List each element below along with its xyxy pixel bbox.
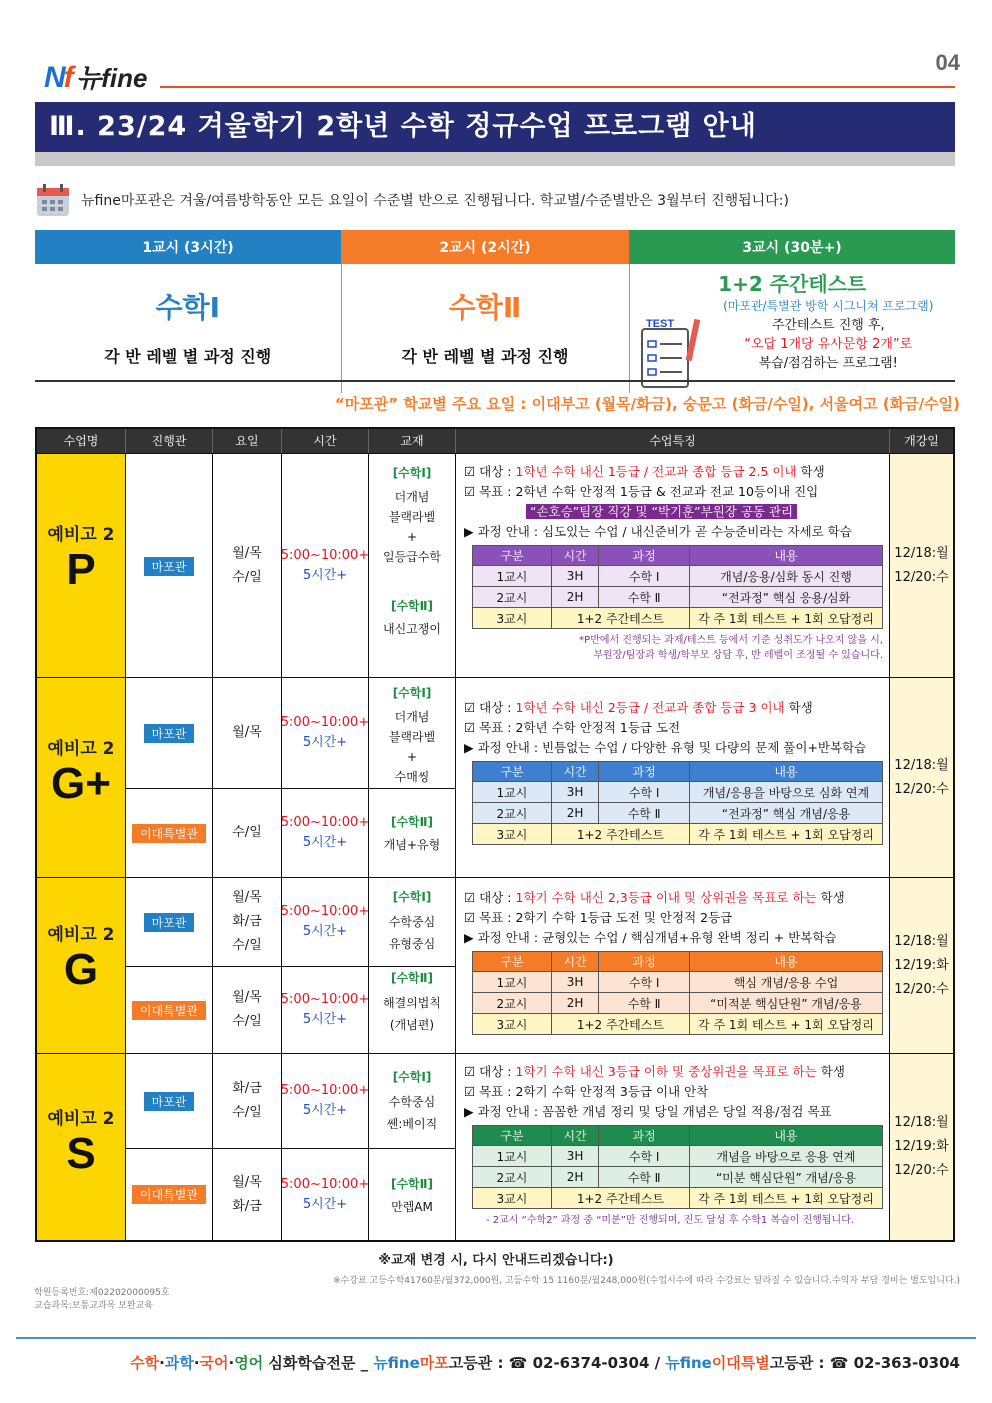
mini-header: 시간 [551, 952, 598, 972]
period-table [35, 230, 955, 393]
class-day: 월/목 [232, 990, 262, 1005]
target-label: ☑ 대상 : [464, 464, 516, 479]
class-time: 5:00~10:00+ [280, 1176, 370, 1192]
textbook-item: 만렙AM [391, 1200, 433, 1214]
class-day: 수/일 [232, 1105, 262, 1120]
footer-brand: 뉴fine [373, 1354, 420, 1372]
open-date: 12/18:월 [894, 1115, 949, 1130]
class-day: 화/금 [232, 914, 262, 929]
footer-branch: 마포 [419, 1354, 449, 1372]
mini-header: 구분 [473, 1126, 552, 1146]
schedule-cell: 1+2 주간테스트 [551, 608, 689, 629]
brand-name: 뉴fine [76, 63, 148, 93]
header-open-date: 개강일 [904, 434, 939, 448]
open-date: 12/20:수 [894, 981, 949, 997]
textbook-item: 더개념 [394, 490, 430, 504]
schedule-cell: 핵심 개념/응용 수업 [689, 972, 882, 993]
textbook-tag-1: [수학Ⅰ] [392, 466, 432, 480]
header-class-name: 수업명 [37, 429, 126, 453]
textbook-item: 유형중심 [388, 937, 436, 951]
target-text: 1학기 수학 내신 3등급 이하 및 중상위권을 목표로 하는 [515, 1064, 817, 1079]
textbook-item: 내신고쟁이 [383, 622, 441, 636]
schedule-cell: 2교시 [473, 803, 552, 824]
course-text: ▶ 과정 안내 : 균형있는 수업 / 핵심개념+유형 완벽 정리 + 반복학습 [464, 930, 837, 945]
schedule-row [473, 1014, 883, 1035]
goal-text: ☑ 목표 : 2학년 수학 안정적 1등급 도전 [464, 720, 681, 735]
mini-header: 과정 [599, 952, 690, 972]
mini-header: 내용 [689, 546, 882, 566]
schedule-cell: 3H [551, 782, 598, 803]
class-day: 월/목 [232, 546, 262, 561]
open-date: 12/18:월 [894, 757, 949, 773]
schedule-table [35, 427, 955, 1242]
features-cell [456, 878, 890, 1053]
textbook-tag-1: [수학Ⅰ] [392, 890, 432, 904]
schedule-cell: 수학 Ⅱ [599, 587, 690, 608]
hall-tag: 이대특별관 [132, 1185, 206, 1204]
textbook-item: 수학중심 [388, 915, 436, 929]
textbook-item: 수매씽 [394, 770, 430, 784]
open-date-cell [890, 1054, 953, 1240]
schedule-cell: 2교시 [473, 1167, 552, 1188]
schedule-cell: 개념을 바탕으로 응용 연계 [689, 1146, 882, 1167]
period-2-cell [341, 264, 629, 393]
textbook-tag-1: [수학Ⅰ] [392, 686, 432, 700]
footer-phone: 고등관 : ☎ 02-6374-0304 / [448, 1354, 666, 1372]
class-day: 수/일 [232, 825, 262, 840]
textbook-cell [369, 454, 456, 677]
mini-header: 시간 [551, 1126, 598, 1146]
footer-subject: 영어 [234, 1354, 264, 1372]
schedule-cell: 수학 Ⅰ [599, 782, 690, 803]
schedule-row [473, 803, 883, 824]
test-icon-label: TEST [645, 318, 674, 330]
period-schedule [472, 1125, 883, 1209]
registration-note [34, 1287, 170, 1313]
target-suffix: 학생 [784, 700, 813, 715]
textbook-item: 블랙라벨 [388, 510, 436, 524]
schedule-cell: 개념/응용을 바탕으로 심화 연계 [689, 782, 882, 803]
mini-header: 시간 [551, 546, 598, 566]
target-suffix: 학생 [816, 890, 845, 905]
schedule-cell: 3H [551, 972, 598, 993]
class-day: 화/금 [232, 1198, 262, 1214]
class-day: 수/일 [232, 570, 262, 585]
schedule-cell: 2H [551, 1167, 598, 1188]
schedule-row [473, 1146, 883, 1167]
schedule-row [473, 1188, 883, 1209]
class-block-p [37, 453, 953, 677]
class-level: 예비고 2 [47, 525, 115, 545]
hall-tag: 마포관 [144, 1092, 195, 1111]
features-cell [456, 1054, 890, 1240]
open-date: 12/20:수 [894, 1163, 949, 1178]
textbook-item: 수학중심 [388, 1095, 436, 1109]
header-hall: 진행관 [126, 429, 213, 453]
class-code: S [66, 1129, 96, 1178]
class-block-s [37, 1053, 953, 1240]
textbook-item: 블랙라벨 [388, 730, 436, 744]
class-time: 5:00~10:00+ [280, 715, 370, 730]
textbook-tag-2: [수학Ⅱ] [390, 1177, 434, 1191]
course-text: ▶ 과정 안내 : 심도있는 수업 / 내신준비가 곧 수능준비라는 자세로 학습 [464, 524, 852, 539]
features-cell [456, 454, 890, 677]
schedule-cell: 2H [551, 993, 598, 1014]
textbook-item: 해결의법칙 [383, 996, 441, 1010]
textbook-cell [369, 1054, 456, 1240]
hall-tag: 마포관 [144, 913, 195, 932]
schedule-cell: 3교시 [473, 824, 552, 845]
period-1-desc: 각 반 레벨 별 과정 진행 [104, 347, 272, 366]
mini-header: 과정 [599, 546, 690, 566]
open-date: 12/19:화 [894, 957, 949, 973]
schedule-cell: 각 주 1회 테스트 + 1회 오답정리 [689, 1014, 882, 1035]
page-number: 04 [935, 50, 960, 75]
hall-tag: 마포관 [144, 557, 195, 576]
header-textbook: 교재 [369, 429, 456, 453]
textbook-tag-2: [수학Ⅱ] [390, 971, 434, 985]
schedule-cell: 수학 Ⅰ [599, 1146, 690, 1167]
footer-brand: 뉴fine [665, 1354, 712, 1372]
class-code: G [63, 945, 99, 994]
schedule-cell: 각 주 1회 테스트 + 1회 오답정리 [689, 608, 882, 629]
schedule-cell: “미적분 핵심단원” 개념/응용 [689, 993, 882, 1014]
textbook-tag-1: [수학Ⅰ] [392, 1070, 432, 1084]
schedule-cell: 1교시 [473, 566, 552, 587]
schedule-cell: 2교시 [473, 587, 552, 608]
brand-logo: Nf 뉴fine [44, 61, 148, 94]
schedule-cell: 3교시 [473, 1188, 552, 1209]
class-code: G+ [51, 759, 111, 808]
textbook-item: 개념+유형 [383, 838, 441, 852]
mini-header: 구분 [473, 952, 552, 972]
schedule-cell: 2H [551, 803, 598, 824]
class-time: 5:00~10:00+ [280, 992, 370, 1007]
open-date-cell [890, 878, 953, 1053]
footer-branch: 이대특별 [711, 1354, 770, 1372]
schedule-cell: 3H [551, 566, 598, 587]
class-note: *P반에서 진행되는 과제/테스트 등에서 기준 성취도가 나오지 않을 시, 부원장/팀장과 학생/학부모 상담 후, 반 레벨이 조정될 수 있습니다. [579, 635, 883, 661]
schedule-cell: 1교시 [473, 1146, 552, 1167]
class-name-cell [37, 1054, 126, 1240]
period-1-subject: 수학Ⅰ [155, 291, 220, 324]
mini-header: 내용 [689, 762, 882, 782]
mini-header: 내용 [689, 952, 882, 972]
class-hours: 5시간+ [302, 735, 348, 750]
class-hours: 5시간+ [302, 568, 348, 583]
period-3-line1: 주간테스트 진행 후, [771, 318, 885, 333]
class-name-cell [37, 878, 126, 1053]
class-day: 월/목 [232, 890, 262, 905]
class-day: 월/목 [232, 1174, 262, 1190]
period-table-bottom-rule [35, 380, 955, 382]
footer-divider [16, 1337, 976, 1339]
class-hours: 5시간+ [302, 924, 348, 939]
schedule-cell: 각 주 1회 테스트 + 1회 오답정리 [689, 824, 882, 845]
footer-subject: 국어 [199, 1354, 229, 1372]
class-time: 5:00~10:00+ [280, 904, 370, 919]
header-divider [160, 86, 955, 88]
schedule-cell: 2교시 [473, 993, 552, 1014]
schedule-cell: 수학 Ⅰ [599, 972, 690, 993]
textbook-tag-2: [수학Ⅱ] [390, 599, 434, 613]
class-level: 예비고 2 [47, 1109, 115, 1129]
features-cell [456, 678, 890, 877]
course-text: ▶ 과정 안내 : 빈틈없는 수업 / 다양한 유형 및 다량의 문제 풀이+반복학습 [464, 740, 867, 755]
class-code: P [66, 545, 96, 594]
schedule-row [473, 1167, 883, 1188]
period-1-cell [35, 264, 341, 393]
mini-header: 구분 [473, 546, 552, 566]
goal-text: ☑ 목표 : 2학기 수학 안정적 3등급 이내 안착 [464, 1084, 709, 1099]
page-title: Ⅲ. 23/24 겨울학기 2학년 수학 정규수업 프로그램 안내 [35, 102, 955, 152]
schedule-cell: 2H [551, 587, 598, 608]
schedule-cell: 1교시 [473, 972, 552, 993]
schedule-cell: 수학 Ⅱ [599, 993, 690, 1014]
schedule-row [473, 782, 883, 803]
class-hours: 5시간+ [302, 835, 348, 850]
intro-text: 뉴fine마포관은 겨울/여름방학동안 모든 요일이 수준별 반으로 진행됩니다. 학교별/수준별반은 3월부터 진행됩니다:) [81, 193, 789, 209]
class-hours: 5시간+ [302, 1012, 348, 1027]
textbook-cell [369, 878, 456, 1053]
target-text: 1학년 수학 내신 2등급 / 전교과 종합 등급 3 이내 [515, 700, 785, 715]
mini-header: 시간 [551, 762, 598, 782]
schedule-cell: 수학 Ⅰ [599, 566, 690, 587]
hall-tag: 이대특별관 [132, 824, 206, 843]
period-3-header: 3교시 (30분+) [629, 230, 955, 264]
hall-tag: 마포관 [144, 724, 195, 743]
schedule-cell: “전과정” 핵심 개념/응용 [689, 803, 882, 824]
schedule-row [473, 608, 883, 629]
target-label: ☑ 대상 : [464, 890, 516, 905]
textbook-item: + [406, 530, 418, 544]
footer-subject: 과학 [164, 1354, 194, 1372]
title-shadow [35, 152, 955, 166]
goal-text: ☑ 목표 : 2학기 수학 1등급 도전 및 안정적 2등급 [464, 910, 733, 925]
course-text: ▶ 과정 안내 : 꼼꼼한 개념 정리 및 당일 개념은 당일 적용/점검 목표 [464, 1104, 832, 1119]
schedule-cell: “전과정” 핵심 응용/심화 [689, 587, 882, 608]
class-level: 예비고 2 [47, 739, 115, 759]
target-label: ☑ 대상 : [464, 1064, 516, 1079]
class-level: 예비고 2 [47, 925, 115, 945]
mini-header: 구분 [473, 762, 552, 782]
textbook-cell [369, 678, 456, 877]
period-3-subject: 1+2 주간테스트 [718, 272, 867, 296]
open-date-cell [890, 678, 953, 877]
schedule-cell: 수학 Ⅱ [599, 1167, 690, 1188]
period-2-header: 2교시 (2시간) [341, 230, 629, 264]
period-schedule [472, 545, 883, 629]
schedule-cell: 각 주 1회 테스트 + 1회 오답정리 [689, 1188, 882, 1209]
header-features: 수업특징 [456, 429, 890, 453]
hall-tag: 이대특별관 [132, 1001, 206, 1020]
open-date: 12/18:월 [894, 933, 949, 949]
class-day: 수/일 [232, 1014, 262, 1029]
schedule-row [473, 566, 883, 587]
class-block-gplus [37, 677, 953, 877]
class-name-cell [37, 454, 126, 677]
footer-phone: 고등관 : ☎ 02-363-0304 [769, 1354, 960, 1372]
mini-header: 과정 [599, 1126, 690, 1146]
schedule-cell: 3H [551, 1146, 598, 1167]
class-name-cell [37, 678, 126, 877]
target-label: ☑ 대상 : [464, 700, 516, 715]
class-time: 5:00~10:00+ [280, 1083, 370, 1098]
schedule-cell: 1교시 [473, 782, 552, 803]
schedule-header-row [37, 429, 953, 453]
header-days: 요일 [213, 429, 282, 453]
schedule-row [473, 587, 883, 608]
subjects-note: 교습과목:보통교과목 보완교육 [34, 1301, 153, 1311]
class-day: 화/금 [232, 1081, 262, 1096]
class-day: 수/일 [232, 938, 262, 953]
class-hours: 5시간+ [302, 1103, 348, 1118]
intro-line [35, 180, 965, 220]
open-date: 12/20:수 [894, 781, 949, 797]
schedule-cell: 1+2 주간테스트 [551, 824, 689, 845]
textbook-change-note: ※교재 변경 시, 다시 안내드리겠습니다:) [378, 1253, 614, 1268]
period-3-sub: (마포관/특별관 방학 시그니쳐 프로그램) [723, 299, 934, 313]
class-time: 5:00~10:00+ [280, 548, 370, 563]
period-3-line3: 복습/점검하는 프로그램! [758, 356, 898, 371]
textbook-item: (개념편) [389, 1018, 435, 1032]
open-date: 12/20:수 [894, 569, 949, 585]
period-2-desc: 각 반 레벨 별 과정 진행 [401, 347, 569, 366]
period-1-header: 1교시 (3시간) [35, 230, 341, 264]
period-schedule [472, 951, 883, 1035]
goal-text: ☑ 목표 : 2학년 수학 안정적 1등급 & 전교과 전교 10등이내 진입 [464, 484, 819, 499]
target-suffix: 학생 [796, 464, 825, 479]
schedule-cell: 3교시 [473, 608, 552, 629]
target-text: 1학년 수학 내신 1등급 / 전교과 종합 등급 2.5 이내 [515, 464, 797, 479]
textbook-item: + [406, 750, 418, 764]
period-2-subject: 수학Ⅱ [448, 291, 522, 324]
schedule-row [473, 824, 883, 845]
open-date: 12/19:화 [894, 1139, 949, 1154]
schedule-cell: 1+2 주간테스트 [551, 1014, 689, 1035]
schedule-cell: 개념/응용/심화 동시 진행 [689, 566, 882, 587]
mini-header: 내용 [689, 1126, 882, 1146]
schedule-row [473, 993, 883, 1014]
fee-note: ※수강료 고등수학41760분/월372,000원, 고등수학 15 1160분/월248,000원(수업시수에 따라 수강료는 달라질 수 있습니다.수익자 부담 경비는 별도입니다.) [333, 1276, 960, 1286]
mini-header: 과정 [599, 762, 690, 782]
highlight-text: “손호승”팀장 직강 및 “박기훈”부원장 공동 관리 [526, 504, 797, 519]
textbook-item: 더개념 [394, 710, 430, 724]
open-date-cell [890, 454, 953, 677]
class-time: 5:00~10:00+ [280, 815, 370, 830]
class-note: - 2교시 “수학2” 과정 중 “미분”만 진행되며, 진도 달성 후 수학1 복습이 진행됩니다. [486, 1215, 855, 1226]
period-3-line2: “오답 1개당 유사문항 2개”로 [744, 337, 913, 352]
textbook-item: 쎈:베이직 [386, 1117, 438, 1131]
schedule-cell: 수학 Ⅱ [599, 803, 690, 824]
footer-subject: 수학 [130, 1354, 160, 1372]
schedule-row [473, 972, 883, 993]
class-day: 월/목 [232, 725, 262, 740]
header-time: 시간 [282, 429, 369, 453]
calendar-icon [35, 182, 71, 218]
schedule-cell: “미분 핵심단원” 개념/응용 [689, 1167, 882, 1188]
schedule-cell: 1+2 주간테스트 [551, 1188, 689, 1209]
open-date: 12/18:월 [894, 545, 949, 561]
period-schedule [472, 761, 883, 845]
footer-contact: 수학·과학·국어·영어 심화학습전문 _ 뉴fine마포고등관 : ☎ 02-6374-0304 / 뉴fine이대특별고등관 : ☎ 02-363-0304 [130, 1354, 960, 1372]
registration-number: 학원등록번호:제02202000095호 [34, 1288, 170, 1298]
class-block-g [37, 877, 953, 1053]
schedule-cell: 3교시 [473, 1014, 552, 1035]
textbook-item: 일등급수학 [383, 550, 441, 564]
period-3-cell [629, 264, 955, 393]
target-text: 1학기 수학 내신 2,3등급 이내 및 상위권을 목표로 하는 [515, 890, 817, 905]
school-days-note: “마포관” 학교별 주요 요일 : 이대부고 (월목/화금), 숭문고 (화금/수일), 서울여고 (화금/수일) [334, 395, 960, 413]
textbook-tag-2: [수학Ⅱ] [390, 815, 434, 829]
footer-specialty: 심화학습전문 _ [263, 1354, 374, 1372]
target-suffix: 학생 [816, 1064, 845, 1079]
class-hours: 5시간+ [302, 1196, 348, 1212]
